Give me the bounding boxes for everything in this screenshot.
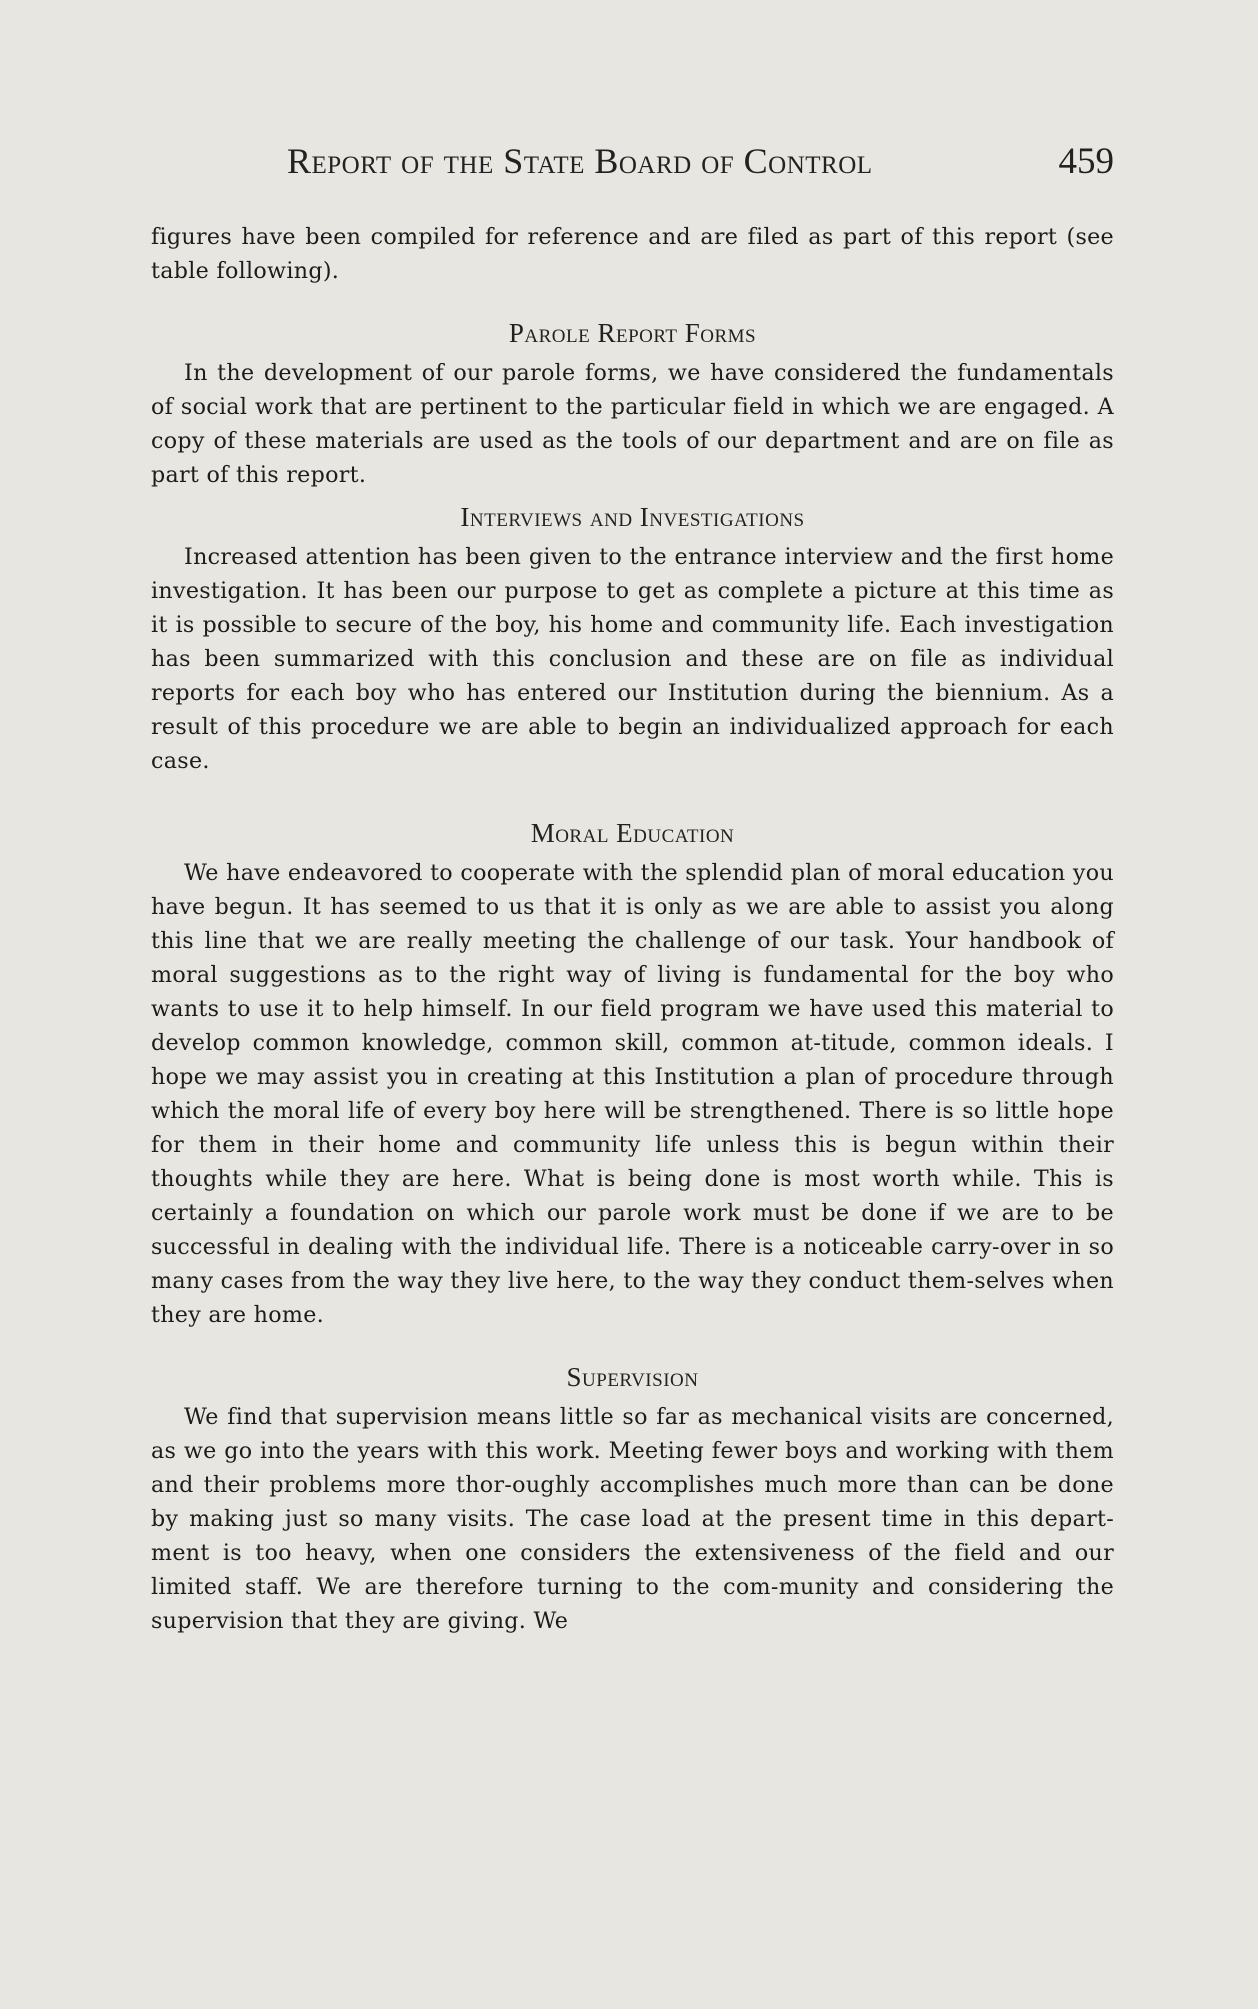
document-page (151, 140, 1114, 1638)
paragraph-interviews-and-investigations: Increased attention has been given to the entrance interview and the first home investigation. It has been our purpose to get as complete a picture at this time as it is possible to secure of the boy, his home and community life. Each investigation has been summarized with this conclusion and these are on file as individual reports for each boy who has entered our Institution during the biennium. As a result of this procedure we are able to begin an individualized approach for each case. (151, 544, 1114, 774)
running-header (151, 140, 1114, 190)
paragraph-supervision: We find that supervision means little so far as mechanical visits are concerned, as we go into the years with this work. Meeting fewer boys and working with them and their problems more thor-oughly accomplishes much more than can be done by making just so many visits. The case load at the present time in this depart-ment is too heavy, when one considers the extensiveness of the field and our limited staff. We are therefore turning to the com-munity and considering the supervision that they are giving. We (151, 1404, 1114, 1634)
heading-supervision: Supervision (566, 1362, 699, 1392)
running-title: Report of the State Board of Control (287, 141, 873, 181)
page-number: 459 (1058, 141, 1114, 182)
paragraph-parole-report-forms: In the development of our parole forms, we have considered the fundamentals of social work that are pertinent to the particular field in which we are engaged. A copy of these materials are used as the tools of our department and are on file as part of this report. (151, 360, 1114, 488)
paragraph-moral-education: We have endeavored to cooperate with the splendid plan of moral education you have begun. It has seemed to us that it is only as we are able to assist you along this line that we are really meeting the challenge of our task. Your handbook of moral suggestions as to the right way of living is fundamental for the boy who wants to use it to help himself. In our field program we have used this material to develop common knowledge, common skill, common at-titude, common ideals. I hope we may assist you in creating at this Institution a plan of procedure through which the moral life of every boy here will be strengthened. There is so little hope for them in their home and community life unless this is begun within their thoughts while they are here. What is being done is most worth while. This is certainly a foundation on which our parole work must be done if we are to be successful in dealing with the individual life. There is a noticeable carry-over in so many cases from the way they live here, to the way they conduct them-selves when they are home. (151, 860, 1115, 1328)
heading-interviews-and-investigations: Interviews and Investigations (460, 502, 805, 532)
heading-parole-report-forms: Parole Report Forms (508, 318, 757, 348)
intro-paragraph: figures have been compiled for reference and are filed as part of this report (see table following). (151, 224, 1114, 284)
heading-moral-education: Moral Education (530, 818, 735, 848)
